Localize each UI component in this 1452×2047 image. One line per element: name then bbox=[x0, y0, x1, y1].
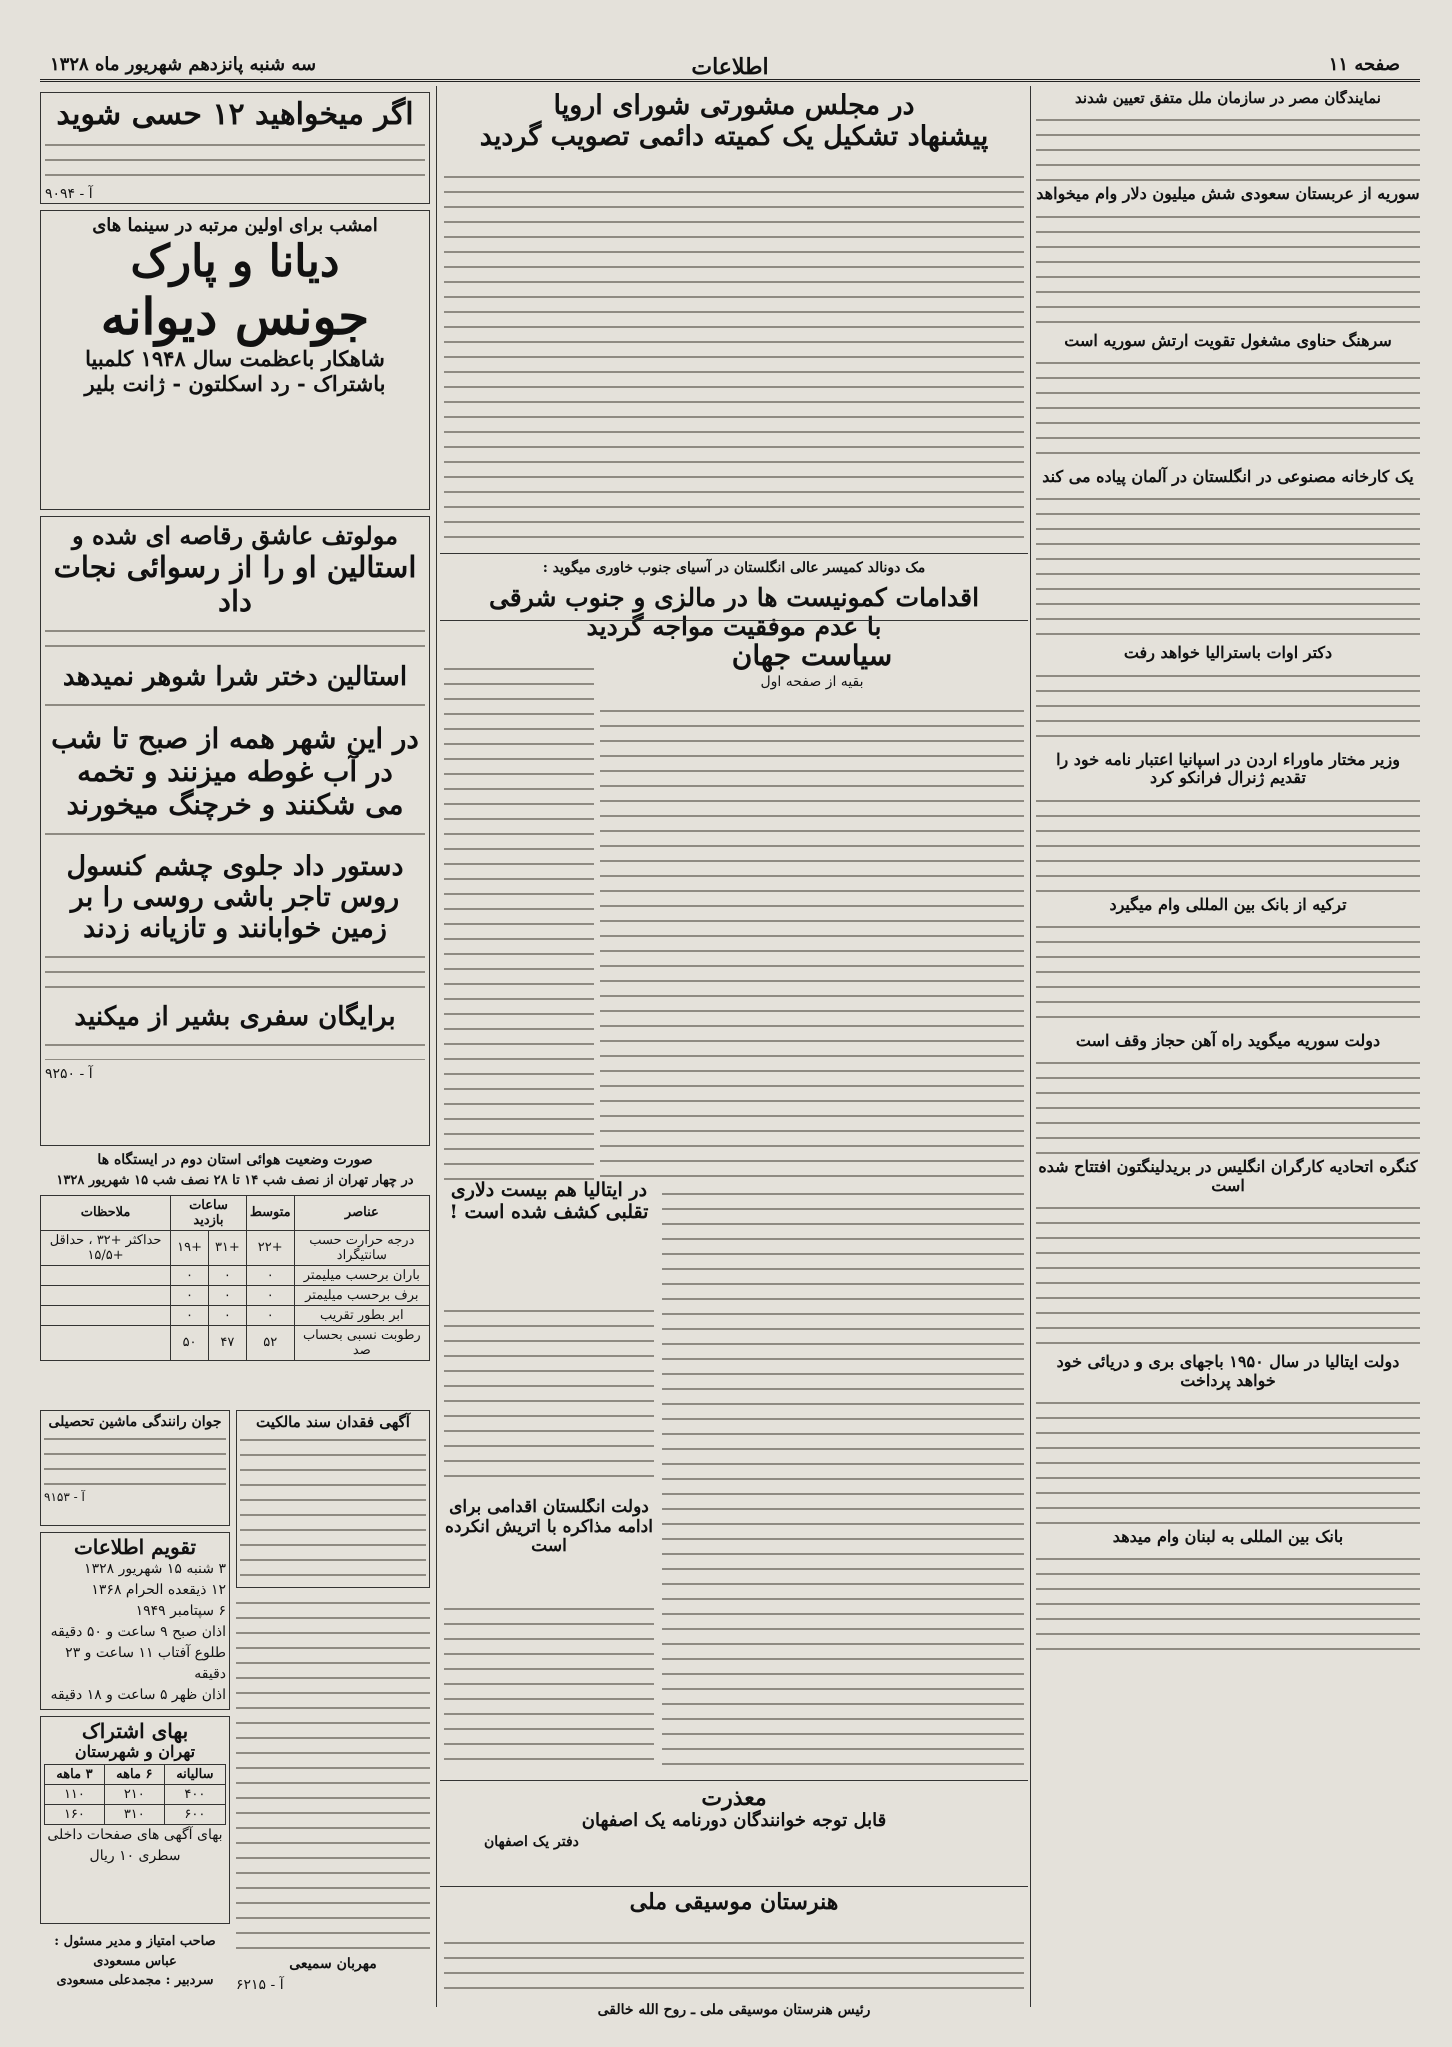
subs-header: سالیانه bbox=[164, 1765, 225, 1785]
subs-cell: ۱۶۰ bbox=[45, 1805, 105, 1825]
page-number: صفحه ۱۱ bbox=[1328, 54, 1400, 75]
weather-cell bbox=[41, 1325, 171, 1360]
cinema-names: دیانا و پارک bbox=[130, 236, 340, 287]
news-headline: وزیر مختار ماوراء اردن در اسپانیا اعتبار نامه خود را تقدیم ژنرال فرانکو کرد bbox=[1056, 749, 1400, 788]
calendar-title: تقویم اطلاعات bbox=[73, 1535, 197, 1559]
book-body bbox=[45, 825, 425, 847]
weather-header: ملاحظات bbox=[41, 1195, 171, 1230]
left-bottom-left bbox=[40, 1410, 230, 2030]
news-headline: سرهنگ حناوی مشغول تقویت ارتش سوریه است bbox=[1064, 330, 1392, 350]
subs-cell: ۲۱۰ bbox=[104, 1785, 164, 1805]
weather-cell: ۵۲ bbox=[246, 1325, 294, 1360]
notice-box bbox=[236, 1410, 430, 1588]
notice-signature: مهربان سمیعی bbox=[289, 1956, 377, 1972]
weather-cell: درجه حرارت حسب سانتیگراد bbox=[294, 1230, 429, 1265]
calendar-line: ۶ سپتامبر ۱۹۴۹ bbox=[135, 1603, 226, 1619]
weather-header: متوسط bbox=[246, 1195, 294, 1230]
news-headline: ترکیه از بانک بین المللی وام میگیرد bbox=[1109, 894, 1347, 914]
subs-cell: ۱۱۰ bbox=[45, 1785, 105, 1805]
book-body bbox=[45, 696, 425, 718]
paper-name: اطلاعات bbox=[691, 54, 769, 80]
book-body bbox=[45, 1036, 425, 1060]
subscription-rate: سطری ۱۰ ریال bbox=[89, 1848, 181, 1865]
music-signature: رئیس هنرستان موسیقی ملی ـ روح الله خالقی bbox=[597, 2002, 871, 2018]
weather-cell: ۰ bbox=[246, 1285, 294, 1305]
book-line: استالین دختر شرا شوهر نمیدهد bbox=[62, 662, 408, 692]
weather-cell: حداکثر +۳۲ ، حداقل +۱۵/۵ bbox=[41, 1230, 171, 1265]
east-asia-headline-2: با عدم موفقیت مواجه گردید bbox=[586, 611, 882, 641]
italy-headline: در ایتالیا هم بیست دلاری تقلبی کشف شده است ! bbox=[449, 1180, 649, 1223]
book-line: مولوتف عاشق رقاصه ای شده و bbox=[72, 521, 398, 550]
world-politics-sub: بقیه از صفحه اول bbox=[760, 674, 864, 691]
news-body bbox=[1036, 1394, 1420, 1524]
music-article bbox=[444, 1890, 1024, 1930]
weather-cell: +۱۹ bbox=[171, 1230, 209, 1265]
footer-owner: صاحب امتیاز و مدیر مسئول : عباس مسعودی bbox=[54, 1934, 216, 1969]
world-politics-title: سیاست جهان bbox=[731, 640, 893, 672]
news-headline: دولت ایتالیا در سال ۱۹۵۰ باجهای بری و دریائی خود خواهد پرداخت bbox=[1056, 1352, 1400, 1390]
book-line: در آب غوطه میزنند و تخمه bbox=[77, 755, 393, 788]
ad-code: آ - ۹۰۹۴ bbox=[45, 186, 93, 202]
subs-header: ۶ ماهه bbox=[104, 1765, 164, 1785]
lead-headline-1: در مجلس مشورتی شورای اروپا bbox=[553, 90, 915, 121]
news-headline: نمایندگان مصر در سازمان ملل متفق تعیین شدند bbox=[1075, 90, 1381, 107]
calendar-line: ۱۲ ذیقعده الحرام ۱۳۶۸ bbox=[91, 1582, 226, 1598]
news-body bbox=[1036, 1199, 1420, 1349]
subscription-table bbox=[44, 1764, 226, 1825]
divider bbox=[440, 1780, 1028, 1781]
apology-signature: دفتر یک اصفهان bbox=[484, 1833, 579, 1850]
weather-cell: ۰ bbox=[171, 1285, 209, 1305]
sewing-body bbox=[44, 1430, 226, 1488]
book-body bbox=[45, 948, 425, 998]
weather-cell: برف برحسب میلیمتر bbox=[294, 1285, 429, 1305]
subscription-box bbox=[40, 1716, 230, 1924]
news-body bbox=[1036, 918, 1420, 1028]
footer-editor: سردبیر : مجمدعلی مسعودی bbox=[56, 1973, 214, 1988]
subs-cell: ۶۰۰ bbox=[164, 1805, 225, 1825]
news-body bbox=[1036, 354, 1420, 464]
news-body bbox=[1036, 490, 1420, 640]
calendar-line: اذان صبح ۹ ساعت و ۵۰ دقیقه bbox=[50, 1624, 226, 1640]
news-body bbox=[1036, 792, 1420, 892]
book-body bbox=[45, 622, 425, 658]
book-line: استالین او را از رسوائی نجات داد bbox=[53, 550, 417, 618]
subs-header: ۳ ماهه bbox=[45, 1765, 105, 1785]
book-line: زمین خوابانند و تازیانه زدند bbox=[83, 913, 387, 944]
weather-cell: ۰ bbox=[171, 1265, 209, 1285]
calendar-box bbox=[40, 1532, 230, 1710]
cinema-subtitle: شاهکار باعظمت سال ۱۹۴۸ کلمبیا bbox=[85, 346, 385, 371]
east-asia-headline-1: اقدامات کمونیست ها در مالزی و جنوب شرقی bbox=[488, 584, 980, 612]
weather-cell bbox=[41, 1305, 171, 1325]
news-body bbox=[1036, 667, 1420, 747]
notice-body bbox=[240, 1431, 426, 1581]
cinema-title: جونس دیوانه bbox=[100, 287, 370, 346]
ad-headline: اگر میخواهید ۱۲ حسی شوید bbox=[56, 97, 414, 132]
apology-title: معذرت bbox=[701, 1786, 767, 1811]
ad-cinema bbox=[40, 210, 430, 510]
england-article bbox=[444, 1498, 654, 1598]
italy-body bbox=[444, 1302, 654, 1482]
center-body bbox=[662, 1185, 1024, 1775]
italy-article bbox=[444, 1180, 654, 1300]
weather-cell: رطوبت نسبی بحساب صد bbox=[294, 1325, 429, 1360]
weather-cell: ۴۷ bbox=[208, 1325, 246, 1360]
england-body bbox=[444, 1600, 654, 1760]
weather-cell: ۰ bbox=[246, 1305, 294, 1325]
news-headline: سوریه از عربستان سعودی شش میلیون دلار وام میخواهد bbox=[1036, 184, 1420, 204]
book-line: برایگان سفری بشیر از میکنید bbox=[74, 1002, 396, 1032]
lead-article-body bbox=[444, 168, 1024, 550]
news-body bbox=[1036, 208, 1420, 328]
weather-cell bbox=[41, 1285, 171, 1305]
book-code: آ - ۹۲۵۰ bbox=[45, 1066, 93, 1082]
weather-subtitle: در چهار تهران از نصف شب ۱۴ تا ۲۸ نصف شب ۱۵ شهریور ۱۳۲۸ bbox=[56, 1173, 414, 1188]
column-rule bbox=[1030, 86, 1031, 2007]
weather-header: ساعات بازدید bbox=[171, 1195, 247, 1230]
weather-cell: باران برحسب میلیمتر bbox=[294, 1265, 429, 1285]
world-politics-box bbox=[600, 640, 1024, 698]
weather-report bbox=[40, 1150, 430, 1400]
subs-cell: ۴۰۰ bbox=[164, 1785, 225, 1805]
weather-cell: ۰ bbox=[171, 1305, 209, 1325]
calendar-line: طلوع آفتاب ۱۱ ساعت و ۲۳ دقیقه bbox=[65, 1645, 226, 1682]
lead-article bbox=[444, 90, 1024, 160]
news-body bbox=[1036, 1054, 1420, 1154]
subscription-subtitle: تهران و شهرستان bbox=[74, 1742, 196, 1761]
weather-title: صورت وضعیت هوائی استان دوم در ایستگاه ها bbox=[97, 1152, 373, 1168]
weather-table bbox=[40, 1195, 430, 1361]
subscription-footnote: بهای آگهی های صفحات داخلی bbox=[47, 1827, 223, 1844]
calendar-line: ۳ شنبه ۱۵ شهریور ۱۳۲۸ bbox=[84, 1561, 226, 1577]
divider bbox=[440, 1886, 1028, 1887]
news-headline: دولت سوریه میگوید راه آهن حجاز وقف است bbox=[1075, 1030, 1381, 1050]
news-body bbox=[1036, 111, 1420, 181]
lead-headline-2: پیشنهاد تشکیل یک کمیته دائمی تصویب گردید bbox=[479, 121, 989, 153]
ad-book bbox=[40, 516, 430, 1146]
news-headline: دکتر اوات باسترالیا خواهد رفت bbox=[1123, 643, 1333, 663]
apology-headline: قابل توجه خوانندگان دورنامه یک اصفهان bbox=[581, 1810, 887, 1832]
weather-cell: +۳۱ bbox=[208, 1230, 246, 1265]
apology-box bbox=[444, 1786, 1024, 1882]
weather-cell: +۲۲ bbox=[246, 1230, 294, 1265]
calendar-line: اذان ظهر ۵ ساعت و ۱۸ دقیقه bbox=[50, 1687, 226, 1703]
news-headline: یک کارخانه مصنوعی در انگلستان در آلمان پیاده می کند bbox=[1042, 467, 1414, 487]
notice-body-2 bbox=[236, 1594, 430, 1954]
weather-cell: ابر بطور تقریب bbox=[294, 1305, 429, 1325]
notice-title: آگهی فقدان سند مالکیت bbox=[256, 1413, 410, 1431]
england-headline: دولت انگلستان اقدامی برای ادامه مذاکره با اتریش انکرده است bbox=[445, 1498, 653, 1557]
weather-header: عناصر bbox=[294, 1195, 429, 1230]
right-column bbox=[1036, 90, 1420, 2020]
subs-cell: ۳۱۰ bbox=[104, 1805, 164, 1825]
music-title: هنرستان موسیقی ملی bbox=[629, 1890, 839, 1915]
column-rule bbox=[436, 86, 437, 2007]
cinema-cast: باشتراک - رد اسکلتون - ژانت بلیر bbox=[84, 371, 386, 396]
sewing-ad bbox=[40, 1410, 230, 1526]
issue-date: سه شنبه پانزدهم شهریور ماه ۱۳۲۸ bbox=[50, 54, 317, 75]
ad-body bbox=[45, 136, 425, 184]
weather-cell bbox=[41, 1265, 171, 1285]
music-body bbox=[444, 1934, 1024, 1994]
news-headline: کنگره اتحادیه کارگران انگلیس در بریدلینگتون افتتاح شده است bbox=[1038, 1157, 1418, 1195]
sewing-title: جوان رانندگی ماشین تحصیلی bbox=[48, 1414, 222, 1430]
weather-cell: ۰ bbox=[208, 1305, 246, 1325]
notice-code: آ - ۶۲۱۵ bbox=[236, 1977, 284, 1993]
weather-cell: ۰ bbox=[208, 1285, 246, 1305]
sewing-code: آ - ۹۱۵۳ bbox=[44, 1490, 85, 1505]
masthead bbox=[40, 48, 1420, 82]
left-bottom-right bbox=[236, 1410, 430, 2030]
subscription-title: بهای اشتراک bbox=[81, 1719, 189, 1743]
weather-cell: ۰ bbox=[208, 1265, 246, 1285]
divider bbox=[440, 553, 1028, 554]
news-body bbox=[1036, 1550, 1420, 1660]
east-asia-kicker: مک دونالد کمیسر عالی انگلستان در آسیای جنوب خاوری میگوید : bbox=[542, 560, 926, 576]
east-asia-body bbox=[444, 660, 594, 1180]
news-headline: بانک بین المللی به لبنان وام میدهد bbox=[1112, 1526, 1344, 1546]
ad-twelve-senses bbox=[40, 92, 430, 204]
cinema-kicker: امشب برای اولین مرتبه در سینما های bbox=[92, 215, 378, 236]
weather-cell: ۰ bbox=[246, 1265, 294, 1285]
weather-cell: ۵۰ bbox=[171, 1325, 209, 1360]
book-line: می شکنند و خرچنگ میخورند bbox=[66, 788, 404, 821]
divider bbox=[440, 620, 1028, 621]
world-politics-body bbox=[600, 702, 1024, 1182]
book-line: دستور داد جلوی چشم کنسول bbox=[66, 851, 404, 882]
book-line: روس تاجر باشی روسی را بر bbox=[70, 882, 400, 913]
book-line: در این شهر همه از صبح تا شب bbox=[51, 722, 419, 755]
